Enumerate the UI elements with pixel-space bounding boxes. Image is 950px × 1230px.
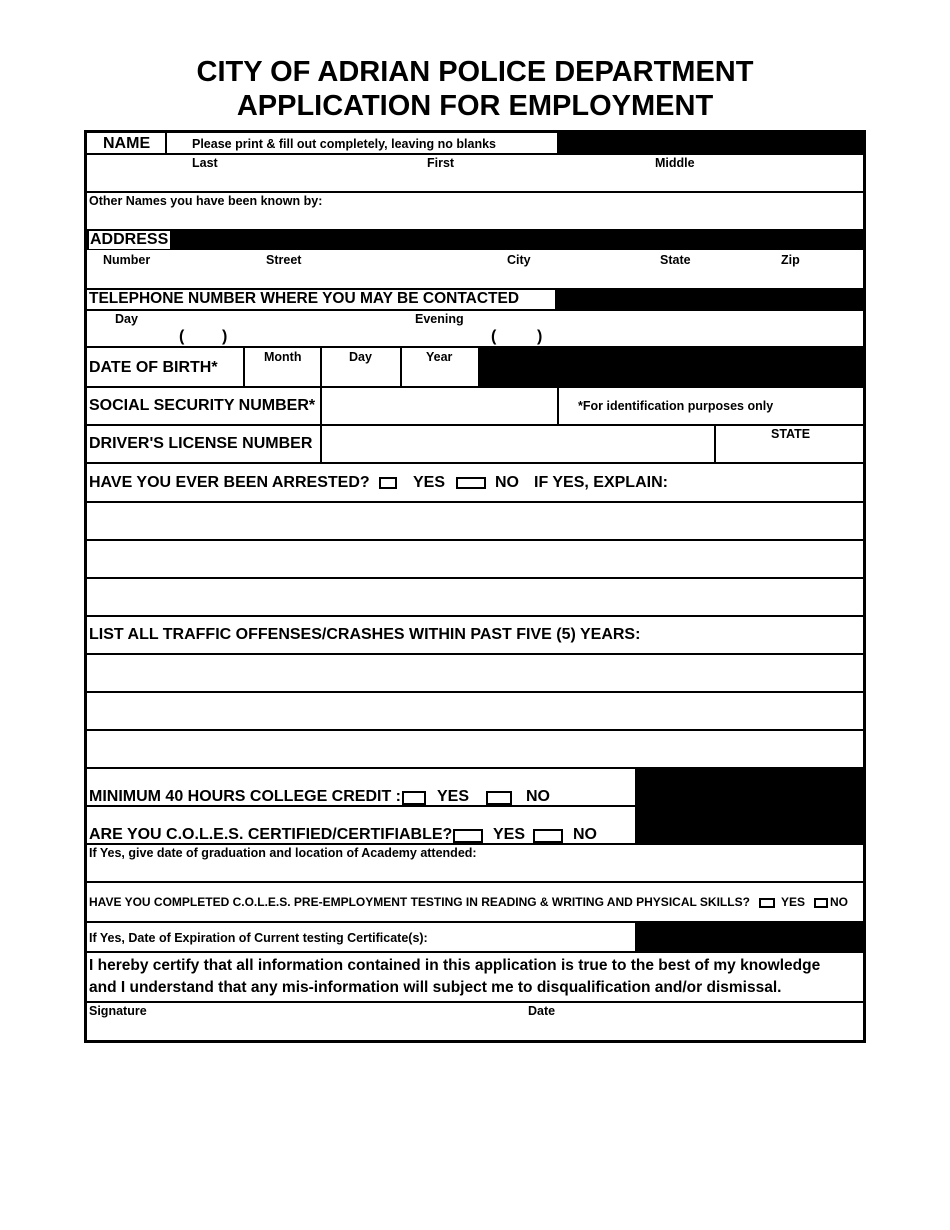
license-number-input[interactable] — [323, 427, 712, 461]
ssn-input[interactable] — [323, 389, 555, 423]
arrest-explanation-line-2[interactable] — [87, 541, 863, 577]
form-title-line2: APPLICATION FOR EMPLOYMENT — [236, 90, 714, 122]
address-bar — [87, 229, 863, 250]
black-bar — [635, 767, 863, 843]
black-bar — [635, 921, 863, 951]
address-section-label: ADDRESS — [90, 231, 169, 248]
divider — [87, 1001, 863, 1003]
arrested-yes-checkbox[interactable] — [379, 477, 397, 489]
certification-line2: and I understand that any mis-information will subject me to disqualification and/or dismissal. — [89, 979, 782, 996]
divider — [87, 462, 863, 464]
arrest-explanation-line-3[interactable] — [87, 579, 863, 615]
divider — [243, 346, 245, 386]
name-section-label: NAME — [103, 135, 151, 152]
divider — [320, 386, 322, 424]
address-state-label: State — [660, 253, 691, 267]
evening-area-code-close: ) — [537, 328, 543, 345]
college-yes-label: YES — [437, 788, 470, 805]
dob-label: DATE OF BIRTH* — [89, 359, 218, 376]
divider — [87, 843, 863, 845]
divider — [320, 424, 322, 462]
address-number-label: Number — [103, 253, 151, 267]
academy-input[interactable] — [87, 861, 863, 881]
divider — [87, 153, 863, 155]
arrested-question: HAVE YOU EVER BEEN ARRESTED? — [89, 474, 370, 491]
testing-yes-checkbox[interactable] — [759, 898, 775, 908]
evening-area-code-open: ( — [491, 328, 497, 345]
divider — [87, 386, 863, 388]
divider — [165, 133, 167, 153]
address-input-area[interactable] — [87, 268, 863, 288]
application-form — [84, 130, 866, 1043]
coles-yes-checkbox[interactable] — [453, 829, 483, 843]
college-no-label: NO — [526, 788, 550, 805]
certification-line1: I hereby certify that all information contained in this application is true to the best of my knowledge — [89, 957, 821, 974]
college-yes-checkbox[interactable] — [402, 791, 426, 805]
arrested-yes-label: YES — [413, 474, 446, 491]
testing-no-checkbox[interactable] — [814, 898, 828, 908]
arrest-explanation-line-1[interactable] — [87, 503, 863, 539]
other-names-input[interactable] — [87, 209, 863, 229]
arrested-explain-label: IF YES, EXPLAIN: — [534, 474, 668, 491]
divider — [320, 346, 322, 386]
telephone-section-label: TELEPHONE NUMBER WHERE YOU MAY BE CONTACTED — [89, 290, 520, 307]
address-city-label: City — [507, 253, 531, 267]
coles-yes-label: YES — [493, 826, 526, 843]
traffic-offense-line-2[interactable] — [87, 693, 863, 729]
college-no-checkbox[interactable] — [486, 791, 512, 805]
black-bar — [555, 288, 863, 309]
date-input[interactable] — [528, 1019, 863, 1040]
divider — [87, 805, 635, 807]
traffic-offenses-label: LIST ALL TRAFFIC OFFENSES/CRASHES WITHIN PAST FIVE (5) YEARS: — [89, 626, 641, 643]
divider — [635, 767, 637, 805]
testing-yes-label: YES — [781, 895, 806, 909]
day-area-code-open: ( — [179, 328, 185, 345]
form-title-line1: CITY OF ADRIAN POLICE DEPARTMENT — [196, 56, 754, 88]
arrested-no-checkbox[interactable] — [456, 477, 486, 489]
address-zip-label: Zip — [781, 253, 800, 267]
first-name-label: First — [427, 156, 455, 170]
dob-month-label: Month — [264, 350, 302, 364]
name-input-area[interactable] — [87, 170, 863, 191]
date-label: Date — [528, 1004, 556, 1018]
coles-no-label: NO — [573, 826, 597, 843]
divider — [87, 615, 863, 617]
divider — [400, 346, 402, 386]
name-instruction: Please print & fill out completely, leaving no blanks — [192, 137, 497, 151]
dob-day-label: Day — [349, 350, 372, 364]
last-name-label: Last — [192, 156, 218, 170]
signature-input[interactable] — [87, 1019, 527, 1040]
divider — [87, 424, 863, 426]
testing-no-label: NO — [830, 895, 848, 909]
coles-no-checkbox[interactable] — [533, 829, 563, 843]
ssn-note: *For identification purposes only — [578, 399, 774, 413]
coles-question: ARE YOU C.O.L.E.S. CERTIFIED/CERTIFIABLE? — [89, 826, 453, 843]
divider — [557, 133, 559, 153]
divider — [87, 191, 863, 193]
testing-question: HAVE YOU COMPLETED C.O.L.E.S. PRE-EMPLOYMENT TESTING IN READING & WRITING AND PHYSICAL SKILLS? — [89, 895, 750, 909]
ssn-label: SOCIAL SECURITY NUMBER* — [89, 397, 316, 414]
college-credit-question: MINIMUM 40 HOURS COLLEGE CREDIT : — [89, 788, 402, 805]
divider — [87, 881, 863, 883]
telephone-evening-label: Evening — [415, 312, 464, 326]
middle-name-label: Middle — [655, 156, 695, 170]
license-state-label: STATE — [771, 427, 811, 441]
dob-year-label: Year — [426, 350, 453, 364]
other-names-label: Other Names you have been known by: — [89, 194, 323, 208]
divider — [87, 951, 863, 953]
divider — [87, 309, 863, 311]
address-street-label: Street — [266, 253, 302, 267]
traffic-offense-line-3[interactable] — [87, 731, 863, 767]
day-area-code-close: ) — [222, 328, 228, 345]
divider — [557, 386, 559, 424]
telephone-day-label: Day — [115, 312, 138, 326]
license-label: DRIVER'S LICENSE NUMBER — [89, 435, 313, 452]
signature-label: Signature — [89, 1004, 147, 1018]
traffic-offense-line-1[interactable] — [87, 655, 863, 691]
black-bar — [478, 346, 863, 386]
coles-followup-label: If Yes, give date of graduation and location of Academy attended: — [89, 846, 477, 860]
divider — [714, 424, 716, 462]
divider — [635, 921, 637, 951]
black-bar — [557, 133, 863, 153]
testing-expiration-label: If Yes, Date of Expiration of Current testing Certificate(s): — [89, 931, 428, 945]
arrested-no-label: NO — [495, 474, 519, 491]
